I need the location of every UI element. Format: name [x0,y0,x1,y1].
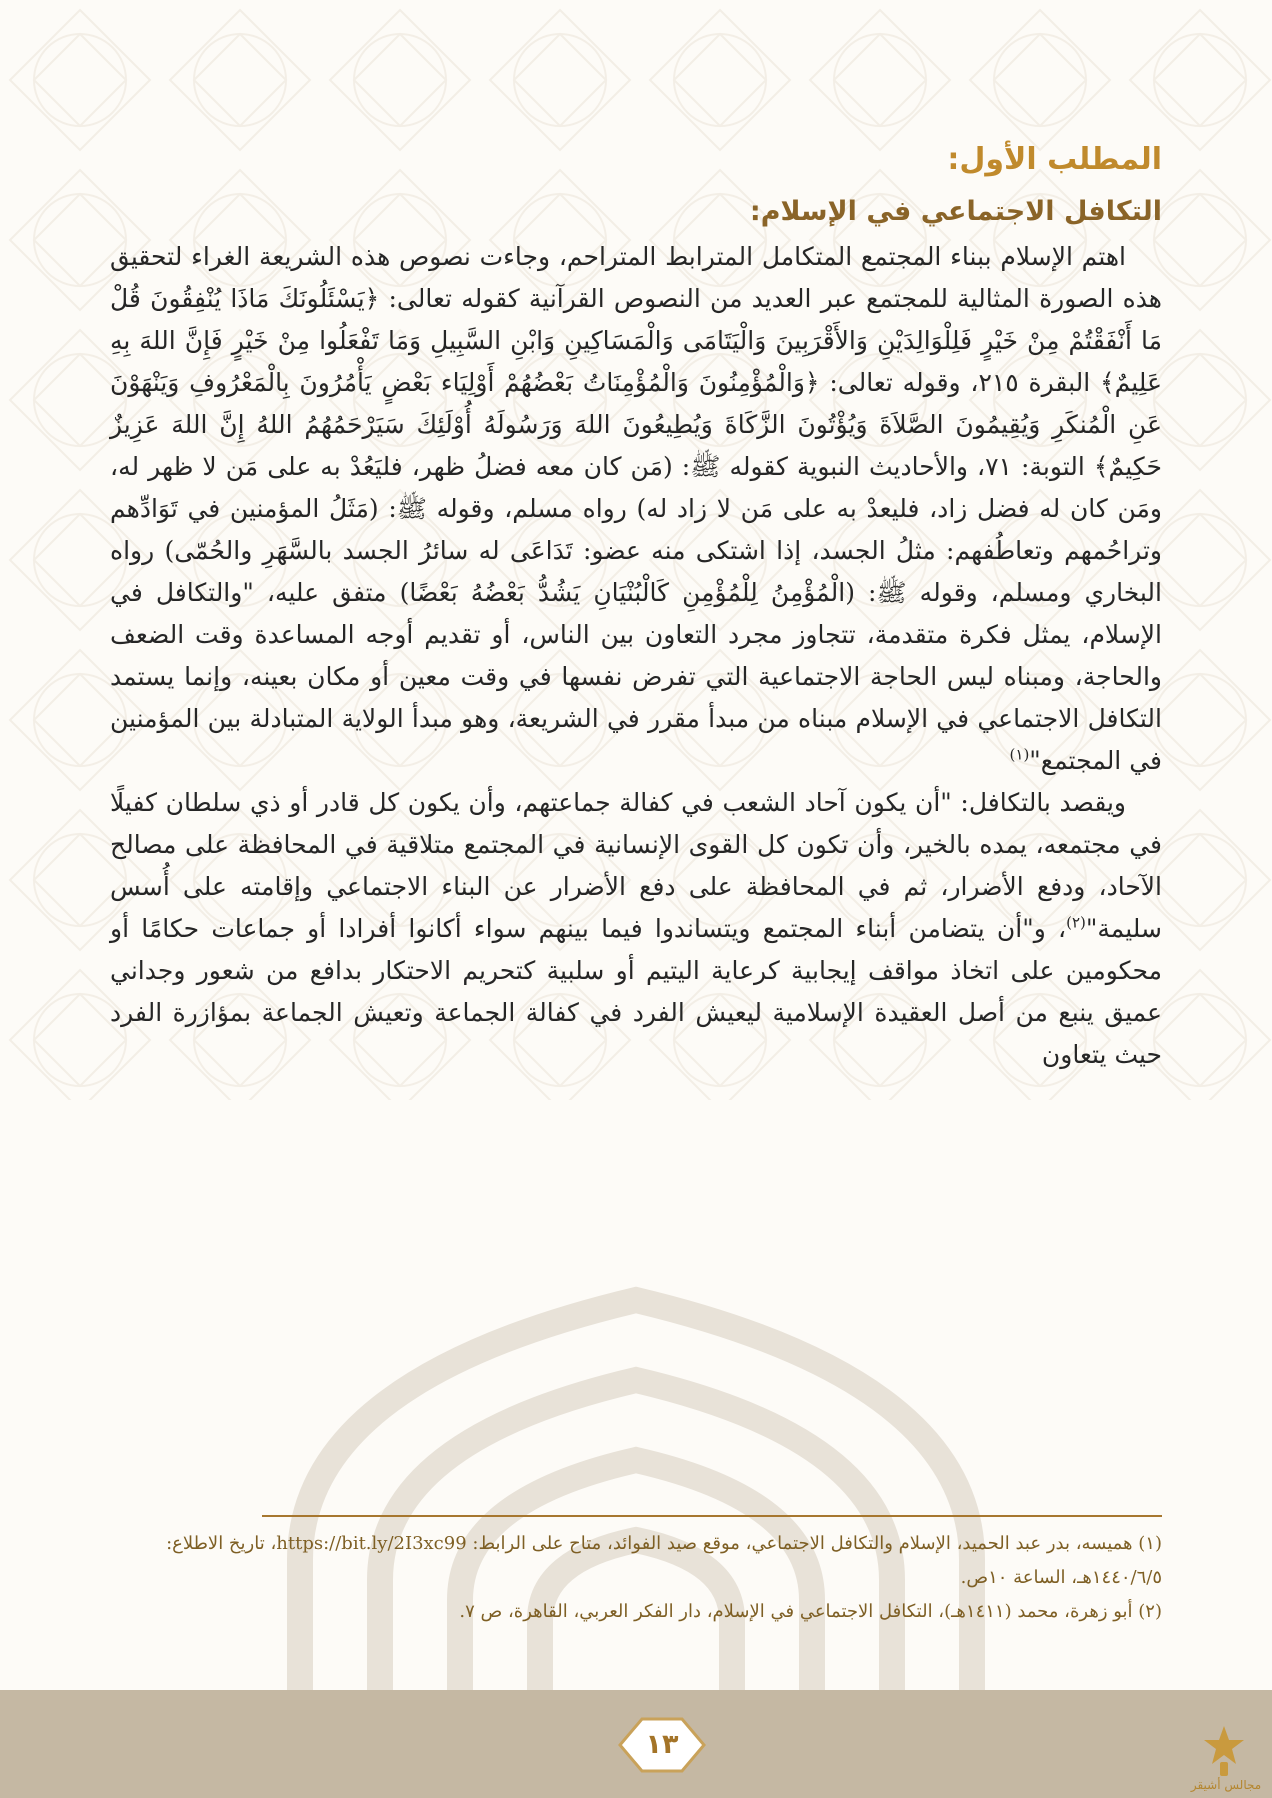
paragraph-2 [110,782,1162,1076]
paragraph-2-text: ويقصد بالتكافل: "أن يكون آحاد الشعب في كفالة جماعتهم، وأن يكون كل قادر أو ذي سلطان كفيلًا في مجتمعه، يمده بالخير، وأن تكون كل القوى الإنسانية في المجتمع متلاقية في المحافظة على مصالح الآحاد، ودفع الأضرار، ثم في المحافظة على دفع الأضرار عن البناء الاجتماعي وإقامته على أُسس سليمة" [110,788,1162,943]
page-number: ١٣ [645,1729,679,1760]
footnote-1: (١) هميسه، بدر عبد الحميد، الإسلام والتكافل الاجتماعي، موقع صيد الفوائد، متاح على الرابط: https://bit.ly/2I3xc99، تاريخ الاطلاع: ١٤٤٠/٦/٥هـ، الساعة ١٠ص. [166,1533,1162,1588]
section-subheading: التكافل الاجتماعي في الإسلام: [749,196,1162,227]
footnote-2: (٢) أبو زهرة، محمد (١٤١١هـ)، التكافل الاجتماعي في الإسلام، دار الفكر العربي، القاهرة، ص ٧. [459,1601,1162,1622]
paragraph-2-continuation: ، و"أن يتضامن أبناء المجتمع ويتساندوا فيما بينهم سواء أكانوا أفرادا أو جماعات حكامًا أو محكومين على اتخاذ مواقف إيجابية كرعاية اليتيم أو سلبية كتحريم الاحتكار بدافع من شعور وجداني عميق ينبع من أصل العقيدة الإسلامية ليعيش الفرد في كفالة الجماعة وتعيش الجماعة بمؤازرة الفرد حيث يتعاون [110,914,1162,1069]
logo-caption: مجالس أشيقر [1190,1778,1262,1792]
footnote-ref-2[interactable]: (٢) [1066,913,1086,932]
footnotes [110,1527,1162,1629]
section-heading: المطلب الأول: [947,142,1162,177]
main-content [110,130,1162,1076]
arch-watermark [300,1300,972,1690]
paragraph-1 [110,236,1162,782]
logo-icon [1196,1722,1252,1782]
footnote-ref-1[interactable]: (١) [1009,745,1030,764]
footnote-divider [262,1515,1162,1517]
paragraph-1-text: اهتم الإسلام ببناء المجتمع المتكامل المترابط المتراحم، وجاءت نصوص هذه الشريعة الغراء لتحقيق هذه الصورة المثالية للمجتمع عبر العديد من النصوص القرآنية كقوله تعالى: ﴿يَسْئَلُونَكَ مَاذَا يُنْفِقُونَ قُلْ مَا أَنْفَقْتُمْ مِنْ خَيْرٍ فَلِلْوَالِدَيْنِ وَالأَقْرَبِينَ وَالْيَتَامَى وَالْمَسَاكِينِ وَابْنِ السَّبِيلِ وَمَا تَفْعَلُوا مِنْ خَيْرٍ فَإِنَّ اللهَ بِهِ عَلِيمٌ﴾ البقرة ٢١٥، وقوله تعالى: ﴿وَالْمُؤْمِنُونَ وَالْمُؤْمِنَاتُ بَعْضُهُمْ أَوْلِيَاء بَعْضٍ يَأْمُرُونَ بِالْمَعْرُوفِ وَيَنْهَوْنَ عَنِ الْمُنكَرِ وَيُقِيمُونَ الصَّلاَةَ وَيُؤْتُونَ الزَّكَاةَ وَيُطِيعُونَ اللهَ وَرَسُولَهُ أُوْلَئِكَ سَيَرْحَمُهُمُ اللهُ إِنَّ اللهَ عَزِيزٌ حَكِيمٌ﴾ التوبة: ٧١، والأحاديث النبوية كقوله ﷺ: (مَن كان معه فضلُ ظهر، فليَعُدْ به على مَن لا ظهر له، ومَن كان له فضل زاد، فليعدْ به على مَن لا زاد له) رواه مسلم، وقوله ﷺ: (مَثَلُ المؤمنين في تَوَادِّهم وتراحُمهم وتعاطُفهم: مثلُ الجسد، إذا اشتكى منه عضو: تَدَاعَى له سائرُ الجسد بالسَّهَرِ والحُمّى) رواه البخاري ومسلم، وقوله ﷺ: (الْمُؤْمِنُ لِلْمُؤْمِنِ كَالْبُنْيَانِ يَشُدُّ بَعْضُهُ بَعْضًا) متفق عليه، "والتكافل في الإسلام، يمثل فكرة متقدمة، تتجاوز مجرد التعاون بين الناس، أو تقديم أوجه المساعدة وقت الضعف والحاجة، ومبناه ليس الحاجة الاجتماعية التي تفرض نفسها في وقت معين أو مكان بعينه، وإنما يستمد التكافل الاجتماعي في الإسلام مبناه من مبدأ مقرر في الشريعة، وهو مبدأ الولاية المتبادلة بين المؤمنين في المجتمع" [110,242,1163,775]
